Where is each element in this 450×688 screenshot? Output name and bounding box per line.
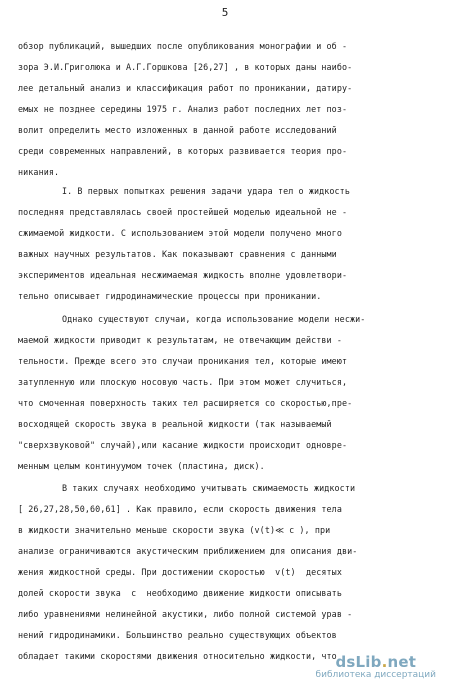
text-line: Однако существуют случаи, когда использование модели несжи- (62, 314, 366, 324)
text-line: волит определить место изложенных в данной работе исследований (18, 125, 337, 135)
text-line: сжимаемой жидкости. С использованием этой модели получено много (18, 228, 342, 238)
text-line: тельно описывает гидродинамические процессы при проникании. (18, 291, 322, 301)
text-line: никания. (18, 167, 60, 177)
watermark-logo (316, 653, 436, 671)
text-line: лее детальный анализ и классификация работ по проникании, датиру- (18, 83, 353, 93)
text-line: маемой жидкости приводит к результатам, не отвечающим действи - (18, 335, 342, 345)
text-line: экспериментов идеальная несжимаемая жидкость вполне удовлетвори- (18, 270, 348, 280)
text-line: [ 26,27,28,50,60,61] . Как правило, если скорость движения тела (18, 504, 342, 514)
text-line: зора Э.И.Григолюка и А.Г.Горшкова [26,27] , в которых даны наибо- (18, 62, 353, 72)
text-line: I. В первых попытках решения задачи удара тел о жидкость (62, 186, 350, 196)
text-line: важных научных результатов. Как показывают сравнения с данными (18, 249, 337, 259)
text-line: обладает такими скоростями движения относительно жидкости, что (18, 651, 337, 661)
text-line: анализе ограничиваются акустическим приближением для описания дви- (18, 546, 358, 556)
text-line: емых не позднее середины 1975 г. Анализ работ последних лет поз- (18, 104, 348, 114)
text-line: обзор публикаций, вышедших после опубликования монографии и об - (18, 41, 348, 51)
text-line: затупленную или плоскую носовую часть. При этом может случиться, (18, 377, 348, 387)
text-line: "сверхзвуковой" случай),или касание жидкости происходит одновре- (18, 440, 348, 450)
text-line: долей скорости звука c необходимо движение жидкости описывать (18, 588, 342, 598)
text-line: последняя представлялась своей простейшей моделью идеальной не - (18, 207, 348, 217)
watermark (316, 653, 436, 680)
text-line: в жидкости значительно меньше скорости звука (v(t)≪ c ), при (18, 525, 331, 535)
text-line: либо уравнениями нелинейной акустики, либо полной системой урав - (18, 609, 353, 619)
text-line: среди современных направлений, в которых развивается теория про- (18, 146, 348, 156)
text-line: восходящей скорость звука в реальной жидкости (так называемый (18, 419, 332, 429)
logo-tld: net (387, 653, 417, 671)
page-number: 5 (221, 6, 229, 19)
text-line: жения жидкостной среды. При достижении скоростью v(t) десятых (18, 567, 342, 577)
text-line: менным целым континуумом точек (пластина, диск). (18, 461, 265, 471)
logo-dot: . (381, 653, 388, 671)
logo-main: dsLib (335, 653, 382, 671)
text-line: что смоченная поверхность таких тел расширяется со скоростью,пре- (18, 398, 353, 408)
text-line: нений гидродинамики. Большинство реально существующих объектов (18, 630, 337, 640)
text-line: тельности. Прежде всего это случаи проникания тел, которые имеют (18, 356, 348, 366)
text-line: В таких случаях необходимо учитывать сжимаемость жидкости (62, 483, 356, 493)
watermark-subtitle: библиотека диссертаций (315, 670, 436, 680)
